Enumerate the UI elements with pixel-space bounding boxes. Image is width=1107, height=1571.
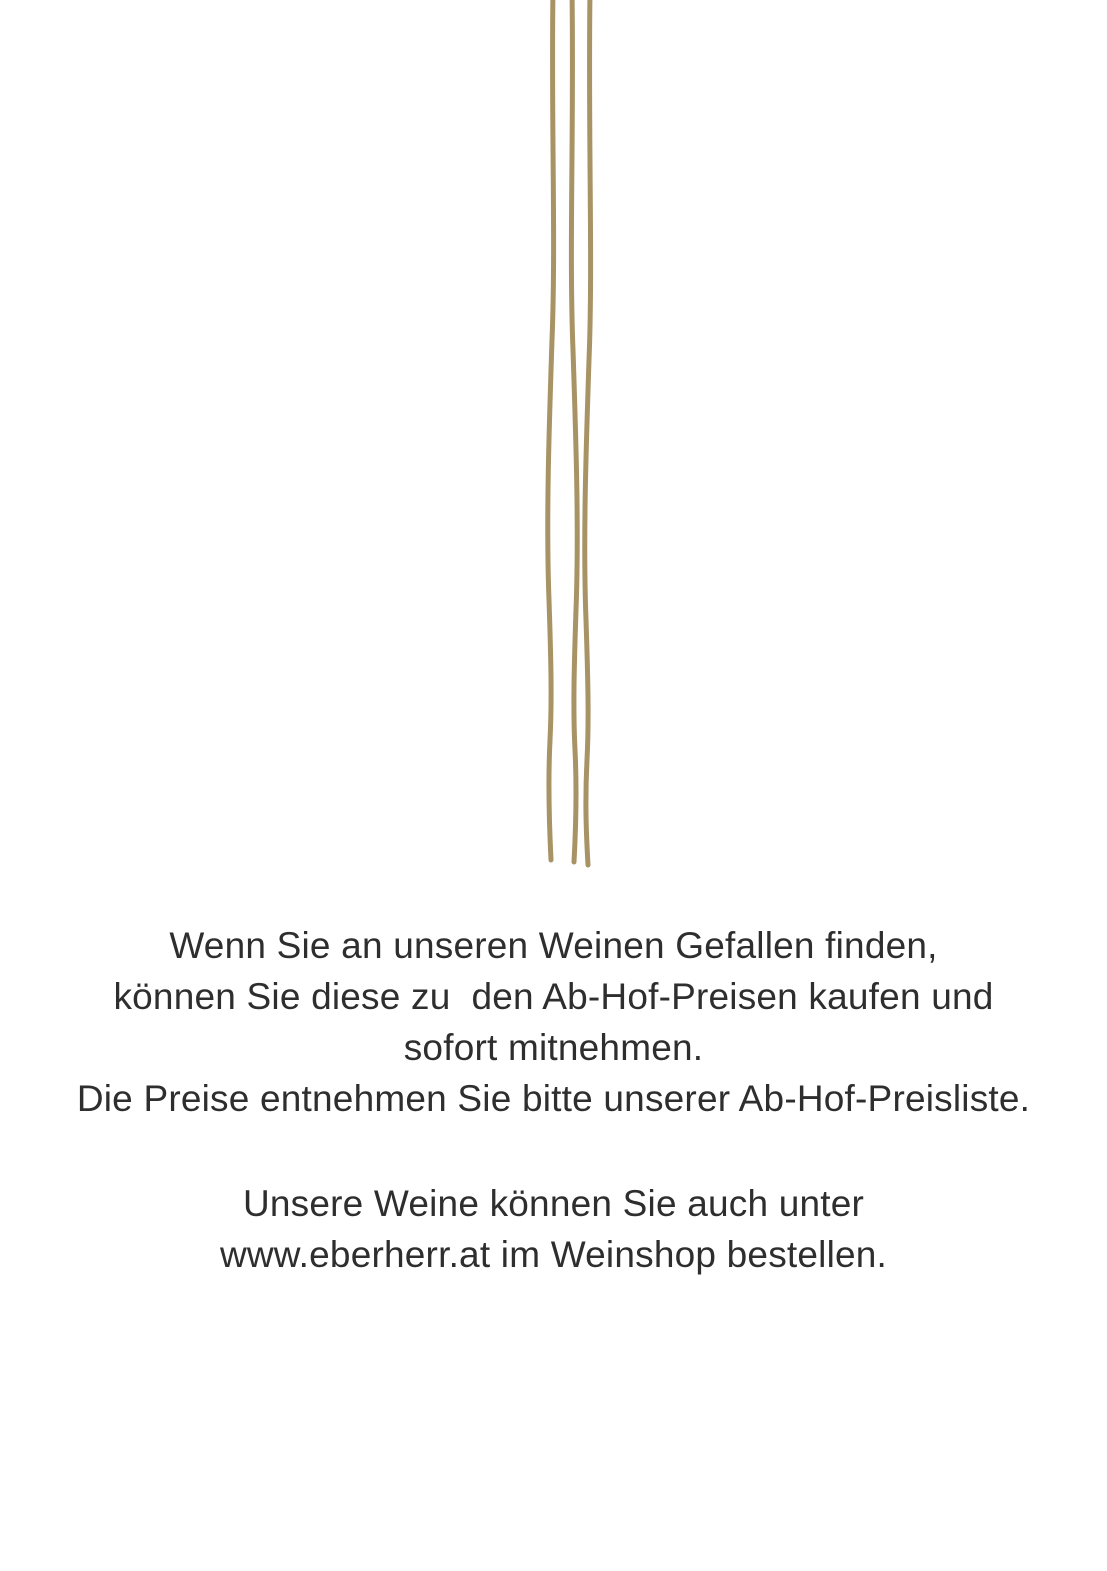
offer-line-1: Wenn Sie an unseren Weinen Gefallen finden, — [169, 925, 938, 966]
offer-line-3: sofort mitnehmen. — [403, 1027, 704, 1069]
offer-paragraph — [0, 920, 1107, 1124]
webshop-paragraph — [0, 1178, 1107, 1280]
webshop-line-1: Unsere Weine können Sie auch unter — [242, 1183, 865, 1225]
body-text-block — [0, 920, 1107, 1280]
offer-line-4: Die Preise entnehmen Sie bitte unserer Ab-Hof-Preisliste. — [76, 1078, 1031, 1120]
offer-line-2: können Sie diese zu den Ab-Hof-Preisen kaufen und — [113, 976, 994, 1018]
webshop-line-2: www.eberherr.at im Weinshop bestellen. — [219, 1234, 888, 1276]
